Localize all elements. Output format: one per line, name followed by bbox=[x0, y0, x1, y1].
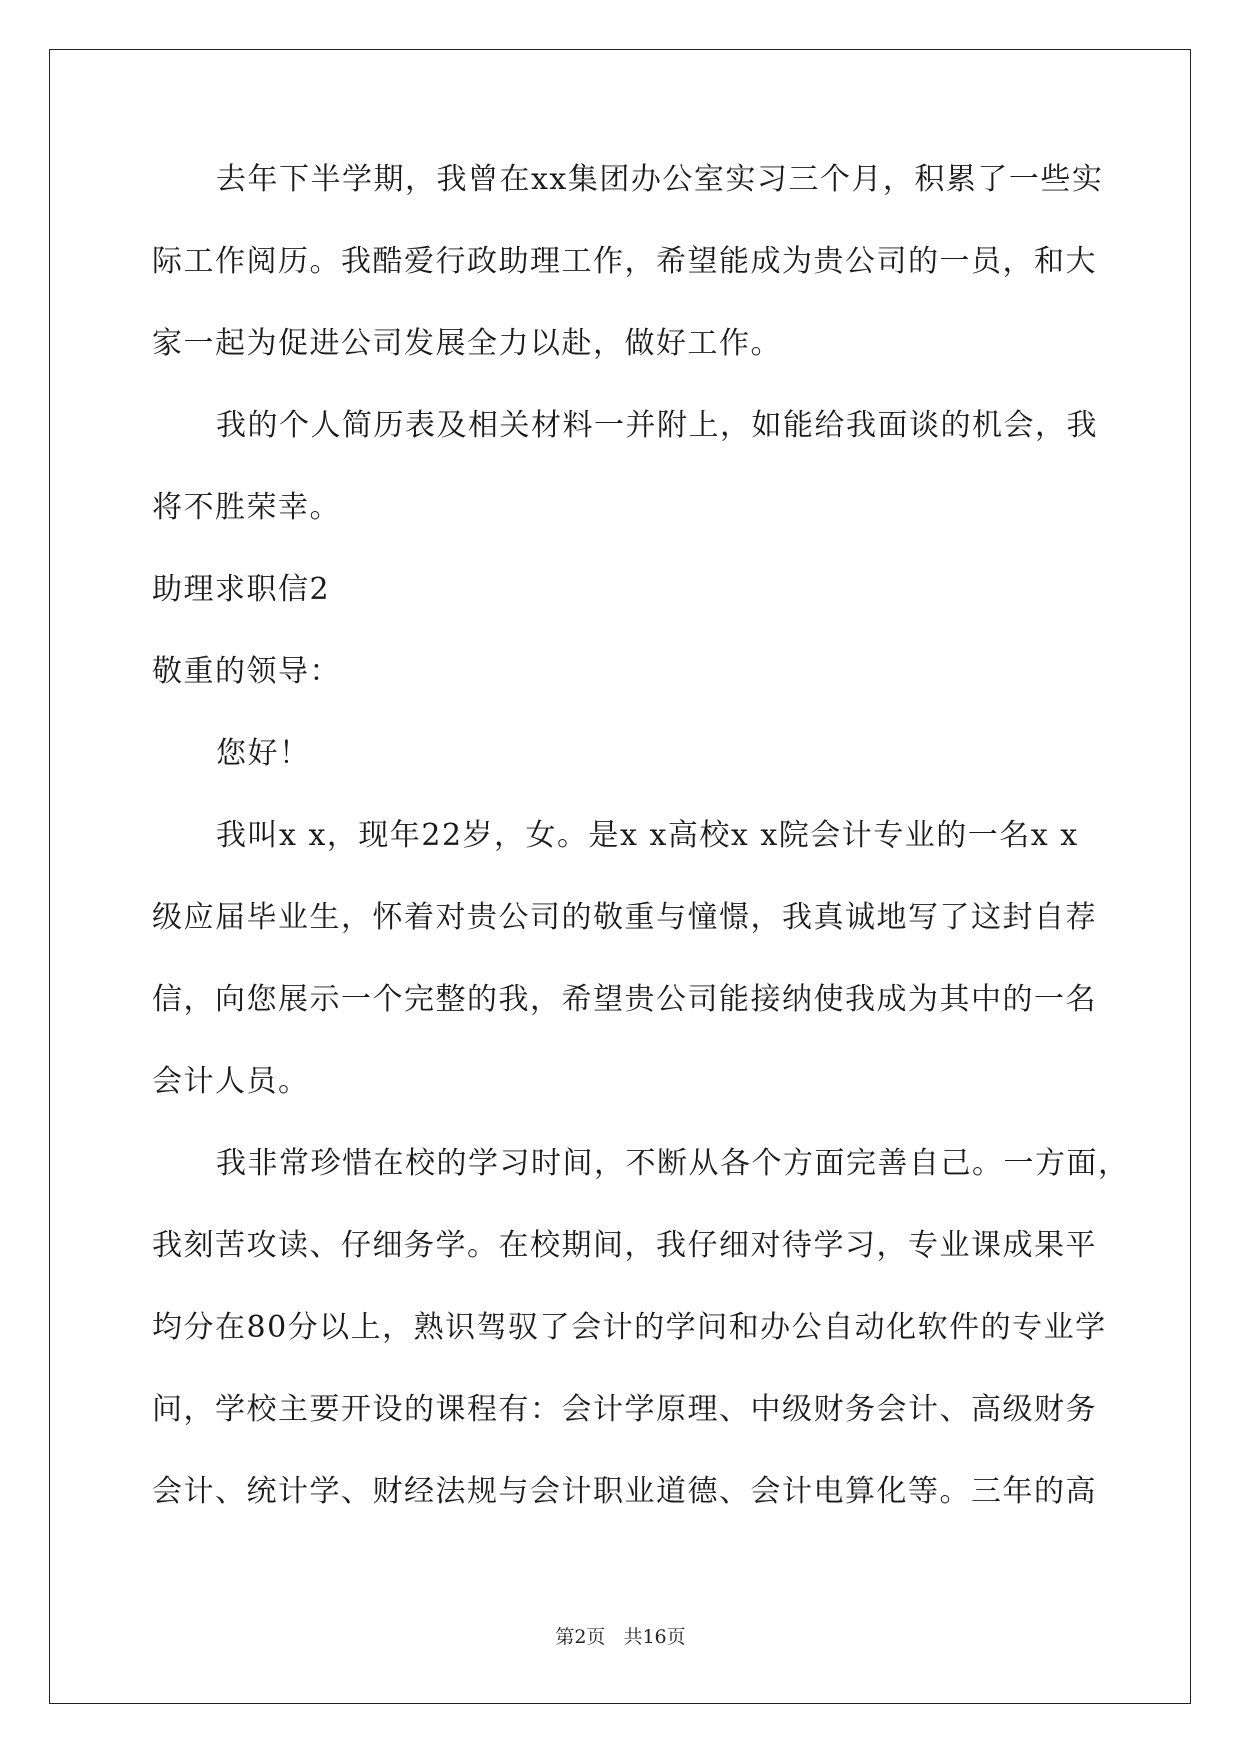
greeting: 您好！ bbox=[216, 736, 311, 771]
paragraph-line: 会计、统计学、财经法规与会计职业道德、会计电算化等。三年的高 bbox=[152, 1474, 1097, 1509]
paragraph-line: 信，向您展示一个完整的我，希望贵公司能接纳使我成为其中的一名 bbox=[152, 982, 1097, 1017]
paragraph-line: 将不胜荣幸。 bbox=[152, 490, 341, 525]
page-number: 第2页 bbox=[555, 1626, 606, 1648]
paragraph-line: 均分在80分以上，熟识驾驭了会计的学问和办公自动化软件的专业学 bbox=[152, 1310, 1107, 1345]
paragraph-line: 家一起为促进公司发展全力以赴，做好工作。 bbox=[152, 326, 782, 361]
paragraph-line: 我的个人简历表及相关材料一并附上，如能给我面谈的机会，我 bbox=[216, 408, 1098, 443]
paragraph-line: 我刻苦攻读、仔细务学。在校期间，我仔细对待学习，专业课成果平 bbox=[152, 1228, 1097, 1263]
paragraph-line: 级应届毕业生，怀着对贵公司的敬重与憧憬，我真诚地写了这封自荐 bbox=[152, 900, 1097, 935]
section-heading: 助理求职信2 bbox=[152, 572, 331, 607]
paragraph-line: 问，学校主要开设的课程有：会计学原理、中级财务会计、高级财务 bbox=[152, 1392, 1097, 1427]
salutation: 敬重的领导： bbox=[152, 654, 341, 689]
paragraph-line: 去年下半学期，我曾在xx集团办公室实习三个月，积累了一些实 bbox=[216, 162, 1104, 197]
paragraph-line: 会计人员。 bbox=[152, 1064, 310, 1099]
document-body bbox=[152, 160, 1130, 1554]
paragraph-line: 我非常珍惜在校的学习时间，不断从各个方面完善自己。一方面， bbox=[216, 1146, 1130, 1181]
paragraph-line: 我叫x x，现年22岁，女。是x x高校x x院会计专业的一名x x bbox=[216, 818, 1079, 853]
paragraph-line: 际工作阅历。我酷爱行政助理工作，希望能成为贵公司的一员，和大 bbox=[152, 244, 1097, 279]
page-total: 共16页 bbox=[623, 1626, 686, 1648]
page-footer bbox=[0, 1622, 1241, 1649]
